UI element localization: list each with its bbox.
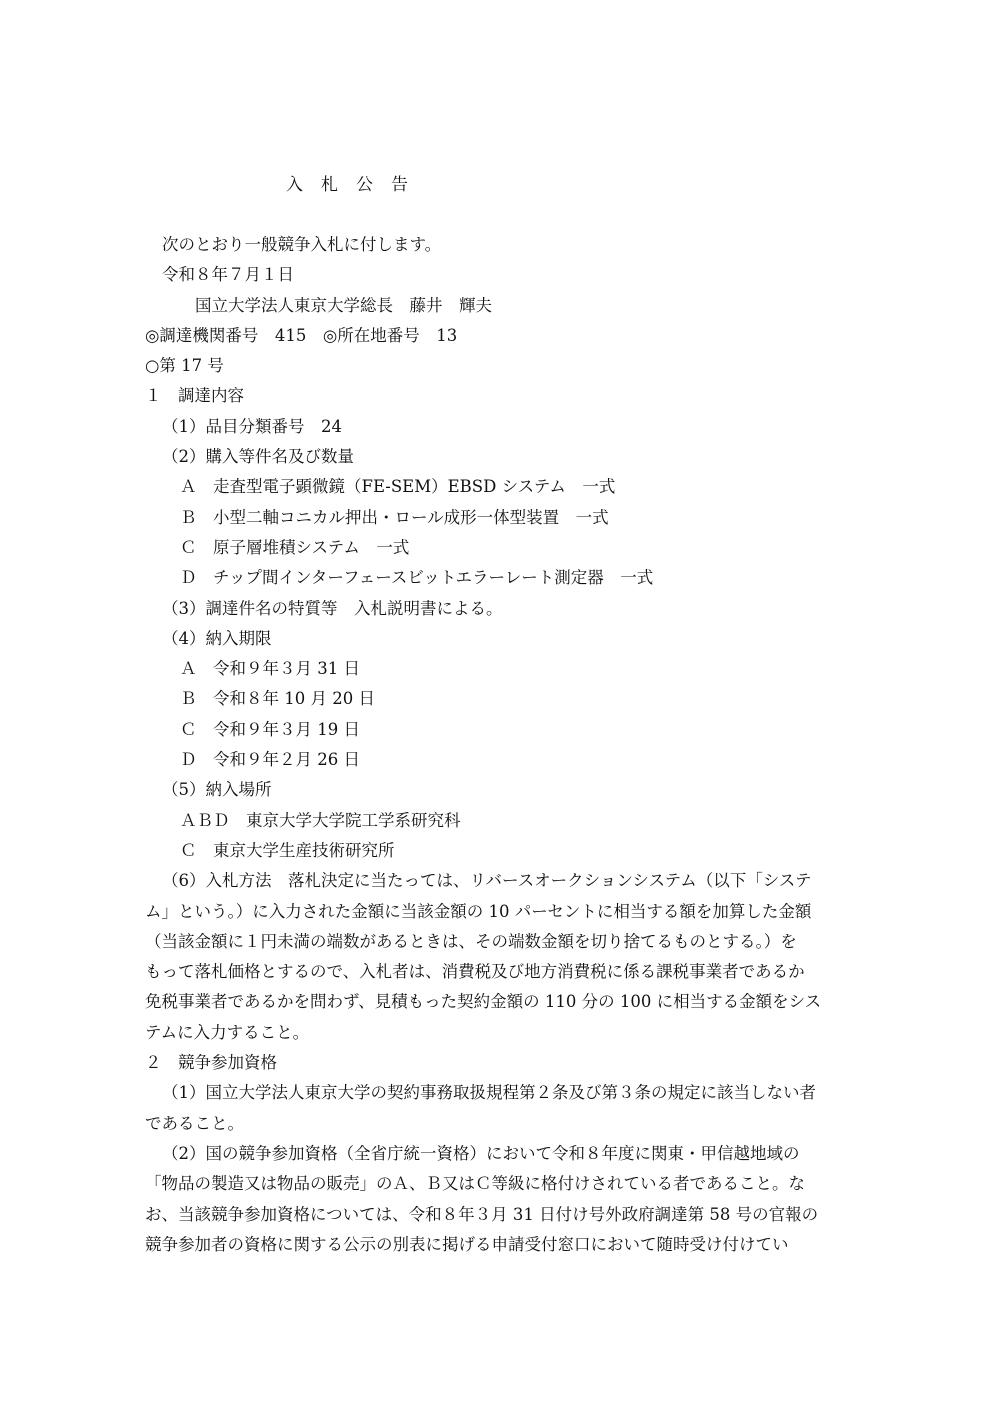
delivery-place-abd: ＡＢＤ 東京大学大学院工学系研究科 xyxy=(180,810,461,830)
procurement-item-b: Ｂ 小型二軸コニカル押出・ロール成形一体型装置 一式 xyxy=(180,507,609,527)
delivery-place-c: Ｃ 東京大学生産技術研究所 xyxy=(180,840,395,860)
paragraph-line: であること。 xyxy=(145,1113,244,1133)
delivery-deadline-d: Ｄ 令和９年２月 26 日 xyxy=(180,750,360,770)
section1-item2-label: （2）購入等件名及び数量 xyxy=(162,447,354,467)
intro-text: 次のとおり一般競争入札に付します。 xyxy=(162,235,442,254)
delivery-deadline-c: Ｃ 令和９年３月 19 日 xyxy=(180,719,360,739)
delivery-deadline-a: Ａ 令和９年３月 31 日 xyxy=(180,659,360,679)
section2-heading: ２ 競争参加資格 xyxy=(145,1053,277,1073)
procurement-codes: ◎調達機関番号 415 ◎所在地番号 13 xyxy=(145,325,458,345)
section1-item5-label: （5）納入場所 xyxy=(162,780,272,800)
document-body xyxy=(145,230,865,1260)
issue-date: 令和８年７月１日 xyxy=(162,265,294,285)
delivery-deadline-b: Ｂ 令和８年 10 月 20 日 xyxy=(180,689,375,709)
paragraph-line: ム」という。）に入力された金額に当該金額の 10 パーセントに相当する額を加算した金額 xyxy=(145,901,812,921)
paragraph-line: 「物品の製造又は物品の販売」のＡ、Ｂ又はＣ等級に格付けされている者であること。な xyxy=(145,1174,805,1194)
paragraph-line: （当該金額に１円未満の端数があるときは、その端数金額を切り捨てるものとする。）を xyxy=(145,931,797,951)
paragraph-line: （6）入札方法 落札決定に当たっては、リバースオークションシステム（以下「システ xyxy=(162,871,812,891)
paragraph-line: テムに入力すること。 xyxy=(145,1022,310,1042)
section1-item1: （1）品目分類番号 24 xyxy=(162,416,342,436)
section1-heading: １ 調達内容 xyxy=(145,386,244,406)
paragraph-line: 競争参加者の資格に関する公示の別表に掲げる申請受付窓口において随時受け付けてい xyxy=(145,1234,789,1254)
eligibility-item2-paragraph xyxy=(145,1139,865,1260)
paragraph-line: お、当該競争参加資格については、令和８年３月 31 日付け号外政府調達第 58 号の官報の xyxy=(145,1204,819,1224)
paragraph-line: 免税事業者であるかを問わず、見積もった契約金額の 110 分の 100 に相当する金額をシス xyxy=(145,992,822,1012)
notice-number: ○第 17 号 xyxy=(145,356,224,376)
section1-item4-label: （4）納入期限 xyxy=(162,628,272,648)
paragraph-line: （1）国立大学法人東京大学の契約事務取扱規程第２条及び第３条の規定に該当しない者 xyxy=(162,1083,816,1103)
procurement-item-c: Ｃ 原子層堆積システム 一式 xyxy=(180,537,410,557)
document-title: 入札公告 xyxy=(286,175,426,195)
bidding-method-paragraph xyxy=(145,866,865,1048)
paragraph-line: （2）国の競争参加資格（全省庁統一資格）において令和８年度に関東・甲信越地域の xyxy=(162,1143,800,1163)
procurement-item-d: Ｄ チップ間インターフェースビットエラーレート測定器 一式 xyxy=(180,568,654,588)
section1-item3: （3）調達件名の特質等 入札説明書による。 xyxy=(162,598,503,618)
paragraph-line: もって落札価格とするので、入札者は、消費税及び地方消費税に係る課税事業者であるか xyxy=(145,962,805,982)
procurement-item-a: Ａ 走査型電子顕微鏡（FE-SEM）EBSD システム 一式 xyxy=(180,477,616,497)
issuer-name: 国立大学法人東京大学総長 藤井 輝夫 xyxy=(195,295,492,315)
eligibility-item1-paragraph xyxy=(145,1078,865,1139)
